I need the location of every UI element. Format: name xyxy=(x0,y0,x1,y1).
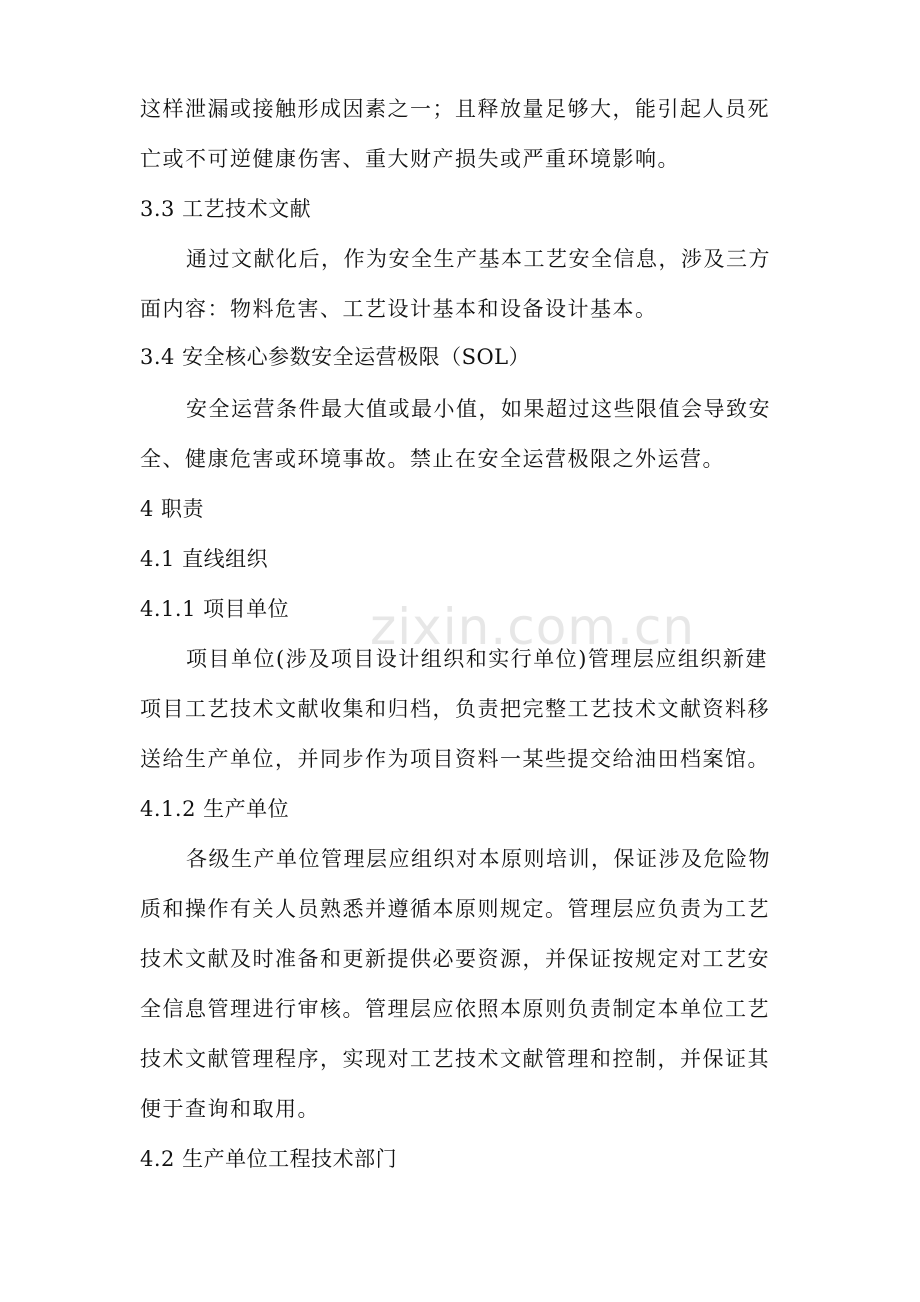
paragraph-line: 项目单位(涉及项目设计组织和实行单位)管理层应组织新建 xyxy=(186,647,768,671)
paragraph-line: 项目工艺技术文献收集和归档，负责把完整工艺技术文献资料移 xyxy=(140,697,770,721)
section-heading-4-1: 4.1 直线组织 xyxy=(140,547,269,571)
paragraph-line: 便于查询和取用。 xyxy=(140,1097,320,1121)
section-heading-4: 4 职责 xyxy=(140,497,205,521)
paragraph-line: 亡或不可逆健康伤害、重大财产损失或严重环境影响。 xyxy=(140,147,680,171)
paragraph-line: 送给生产单位，并同步作为项目资料一某些提交给油田档案馆。 xyxy=(140,747,770,771)
watermark: zixin.com.cn xyxy=(370,598,696,656)
section-heading-3-4: 3.4 安全核心参数安全运营极限（SOL） xyxy=(140,345,531,369)
section-heading-4-1-2: 4.1.2 生产单位 xyxy=(140,797,290,821)
paragraph-line: 面内容：物料危害、工艺设计基本和设备设计基本。 xyxy=(140,297,658,321)
paragraph-line: 技术文献管理程序，实现对工艺技术文献管理和控制，并保证其 xyxy=(140,1047,770,1071)
section-heading-4-1-1: 4.1.1 项目单位 xyxy=(140,597,290,621)
paragraph-line: 全、健康危害或环境事故。禁止在安全运营极限之外运营。 xyxy=(140,447,725,471)
section-heading-3-3: 3.3 工艺技术文献 xyxy=(140,197,312,221)
paragraph-line: 各级生产单位管理层应组织对本原则培训，保证涉及危险物 xyxy=(186,847,771,871)
paragraph-line: 技术文献及时准备和更新提供必要资源，并保证按规定对工艺安 xyxy=(140,947,770,971)
paragraph-line: 这样泄漏或接触形成因素之一；且释放量足够大，能引起人员死 xyxy=(140,97,770,121)
paragraph-line: 质和操作有关人员熟悉并遵循本原则规定。管理层应负责为工艺 xyxy=(140,897,770,921)
section-heading-4-2: 4.2 生产单位工程技术部门 xyxy=(140,1147,398,1171)
paragraph-line: 安全运营条件最大值或最小值，如果超过这些限值会导致安 xyxy=(186,397,771,421)
paragraph-line: 通过文献化后，作为安全生产基本工艺安全信息，涉及三方 xyxy=(186,247,771,271)
paragraph-line: 全信息管理进行审核。管理层应依照本原则负责制定本单位工艺 xyxy=(140,997,770,1021)
